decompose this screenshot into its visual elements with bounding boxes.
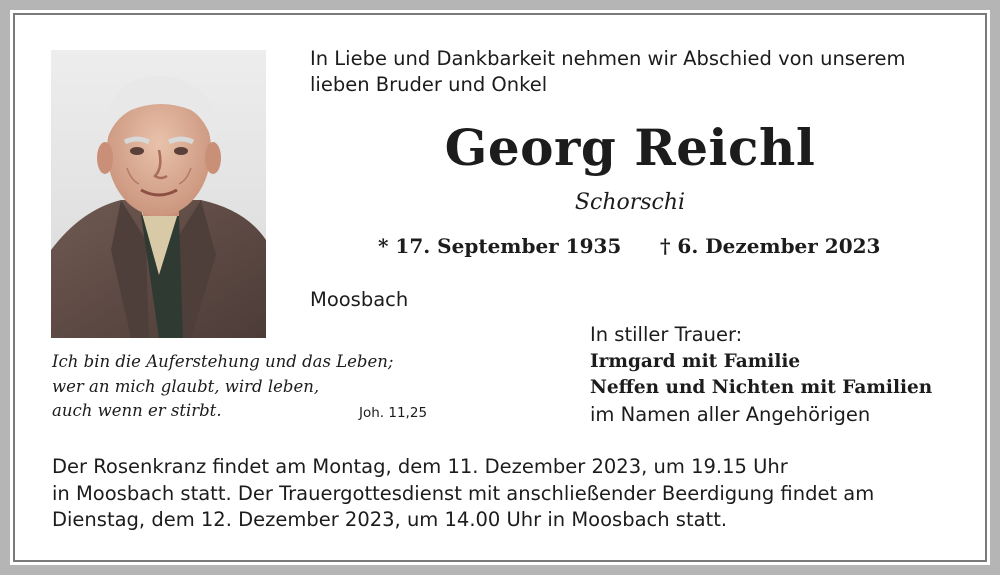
death-date: † 6. Dezember 2023 xyxy=(660,234,881,258)
mourners-heading: In stiller Trauer: xyxy=(590,323,743,346)
portrait-image xyxy=(51,50,266,338)
mourners-block xyxy=(590,322,932,428)
quote-line: wer an mich glaubt, wird leben, xyxy=(52,376,320,396)
intro-line: In Liebe und Dankbarkeit nehmen wir Abschied von unserem xyxy=(310,47,906,70)
intro-text xyxy=(310,46,970,98)
hometown: Moosbach xyxy=(310,288,409,311)
service-line: Dienstag, dem 12. Dezember 2023, um 14.00 Uhr in Moosbach statt. xyxy=(52,508,728,531)
mourner-name: Neffen und Nichten mit Familien xyxy=(590,377,933,398)
intro-line: lieben Bruder und Onkel xyxy=(310,73,548,96)
deceased-nickname: Schorschi xyxy=(574,190,686,215)
portrait-photo xyxy=(51,50,266,338)
service-info xyxy=(52,454,982,534)
mourner-name: Irmgard mit Familie xyxy=(590,350,801,372)
birth-date: * 17. September 1935 xyxy=(378,234,622,258)
deceased-name: Georg Reichl xyxy=(444,118,816,177)
service-line: in Moosbach statt. Der Trauergottesdienst mit anschließender Beerdigung findet am xyxy=(52,481,875,505)
quote-line: Ich bin die Auferstehung und das Leben; xyxy=(52,352,394,371)
mourners-footer: im Namen aller Angehörigen xyxy=(590,402,871,426)
service-line: Der Rosenkranz findet am Montag, dem 11. Dezember 2023, um 19.15 Uhr xyxy=(52,455,788,478)
quote-line: auch wenn er stirbt. xyxy=(52,401,222,420)
bible-quote xyxy=(52,350,393,424)
quote-reference: Joh. 11,25 xyxy=(359,405,428,421)
